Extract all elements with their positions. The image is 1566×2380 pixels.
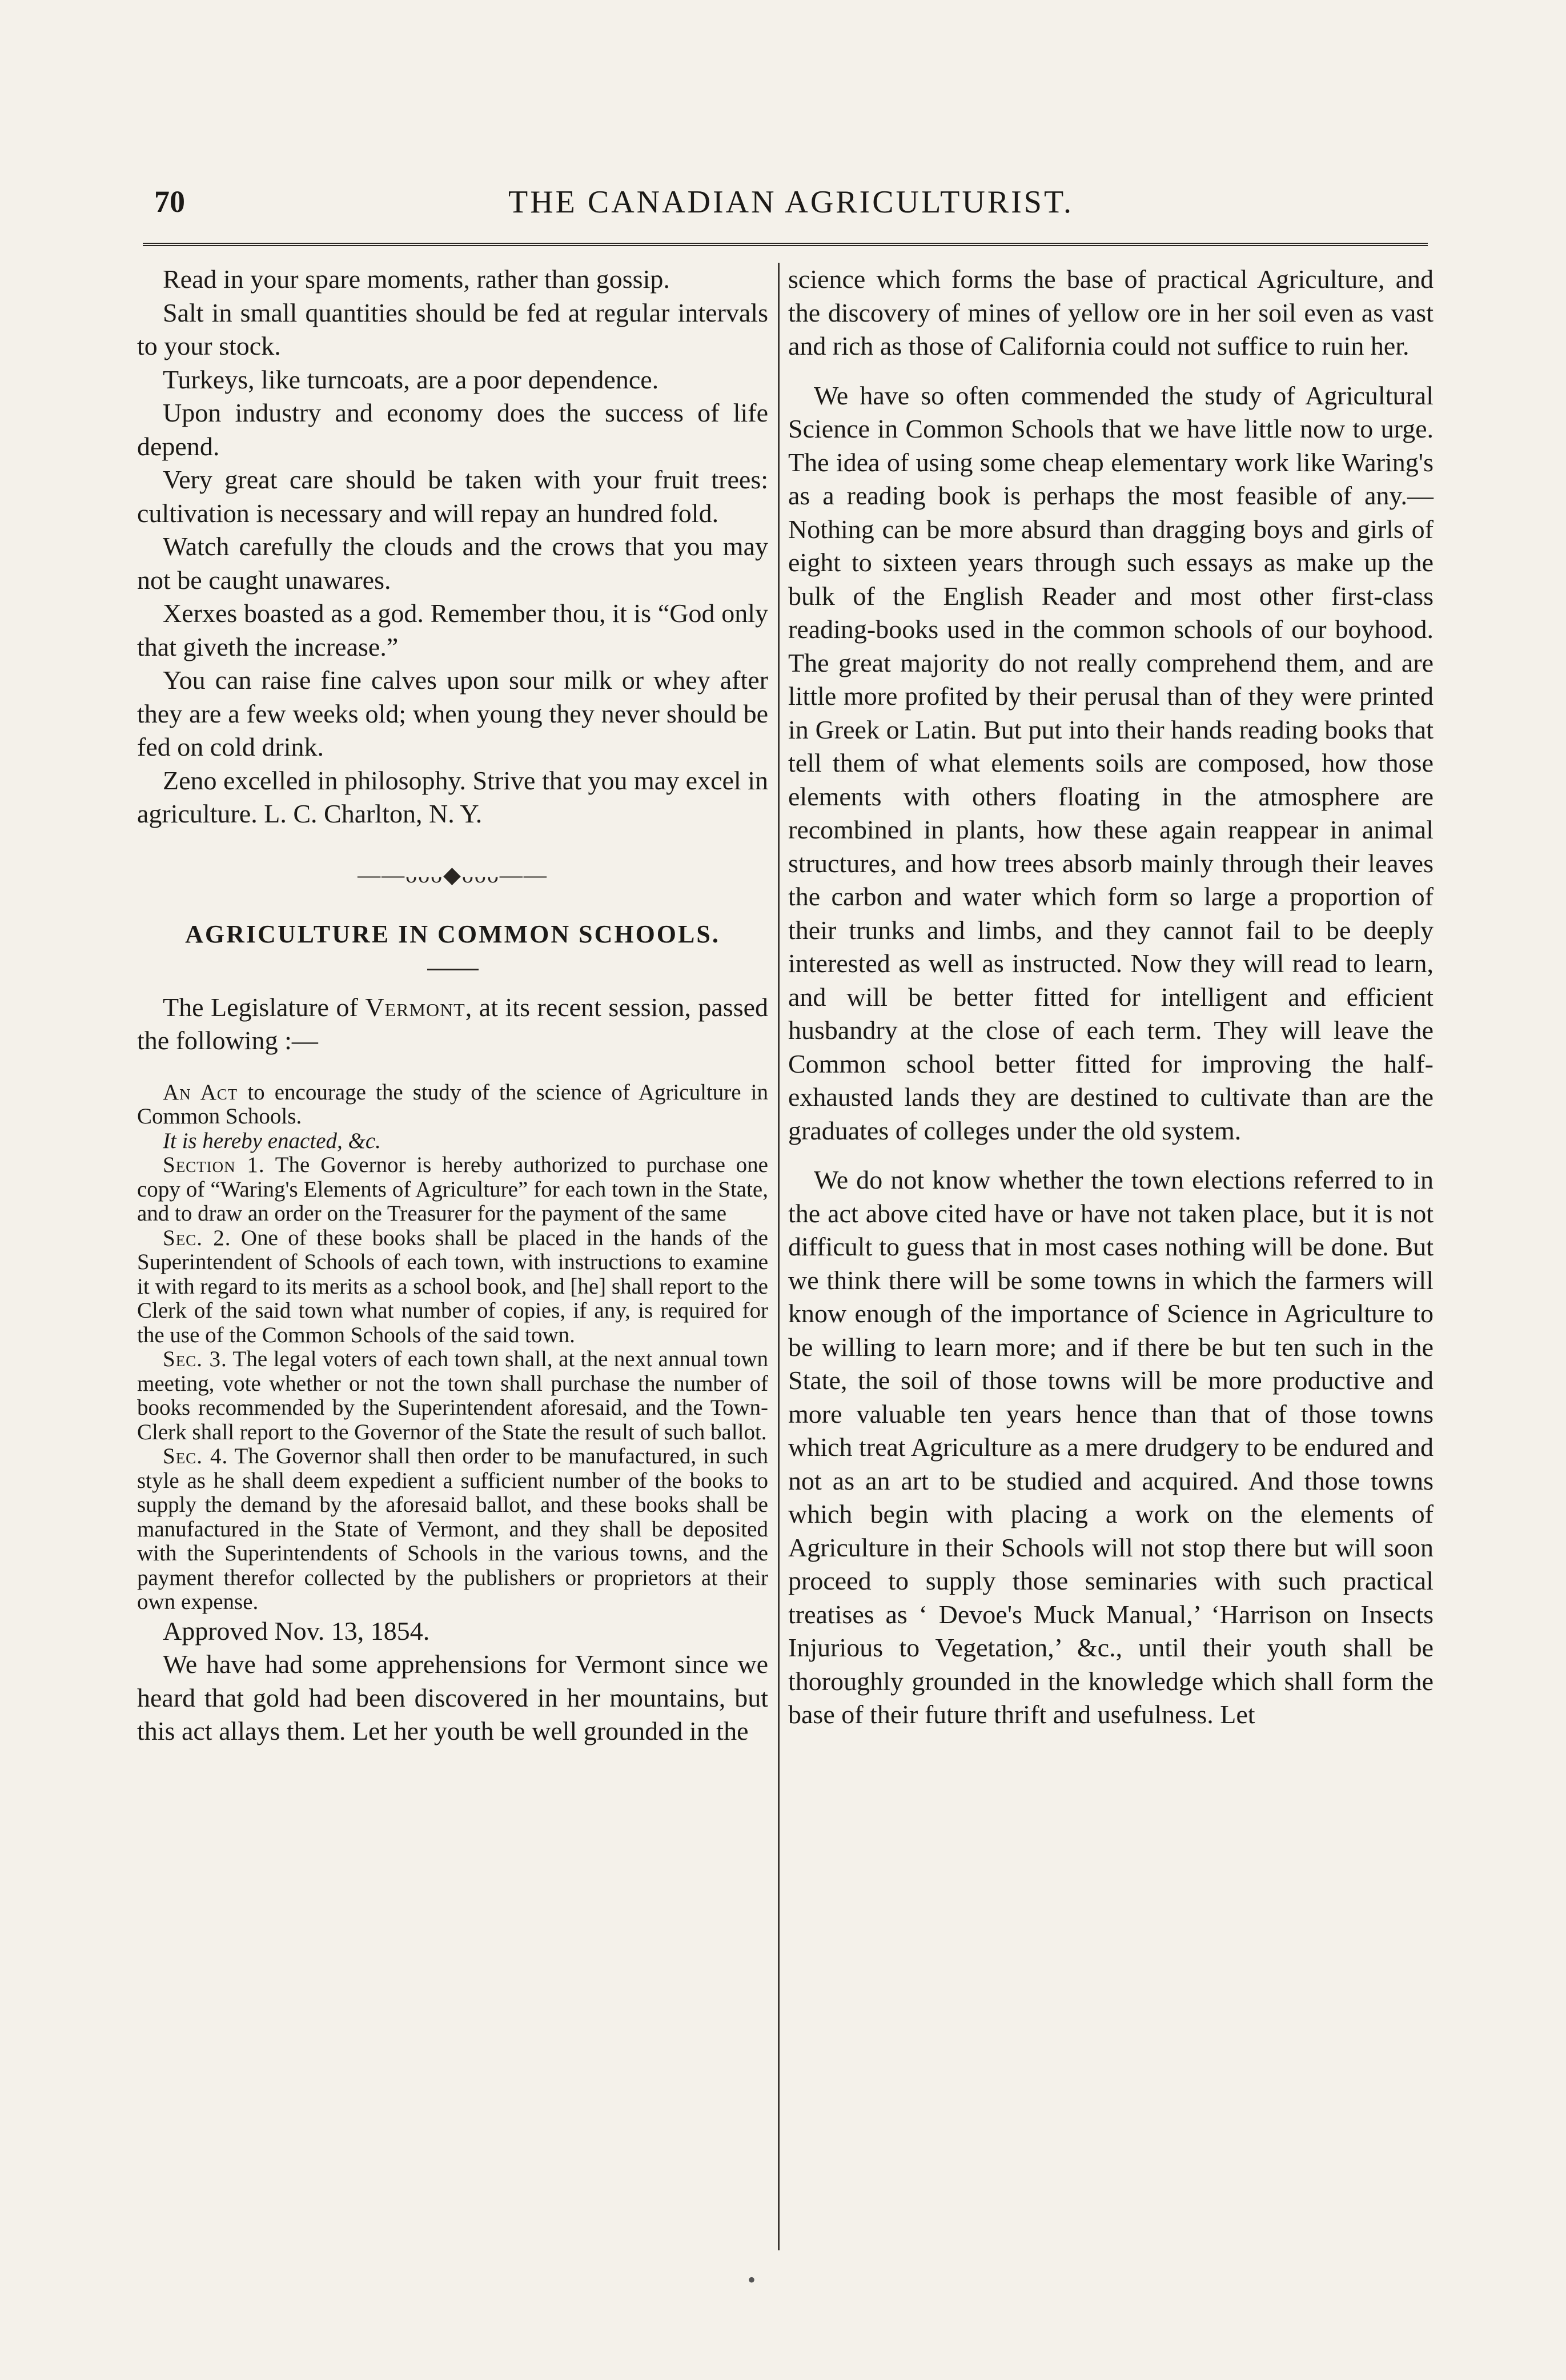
act-title-rest: to encourage the study of the science of Agriculture in Common Schools. <box>137 1079 768 1129</box>
act-text <box>137 1081 768 1615</box>
act-title-prefix: An Act <box>163 1079 238 1105</box>
right-column <box>788 263 1434 1732</box>
paragraph: Read in your spare moments, rather than gossip. <box>163 264 670 294</box>
act-section <box>137 1153 768 1226</box>
paragraph: Xerxes boasted as a god. Remember thou, it is “God only that giveth the increase.” <box>137 599 768 661</box>
footer-mark: • <box>748 2267 756 2293</box>
paragraph: Very great care should be taken with your fruit trees: cultivation is necessary and will repay an hundred fold. <box>137 465 768 528</box>
act-section <box>137 1347 768 1444</box>
section-text: The Governor shall then order to be manufactured, in such style as he shall deem expedient a sufficient number of the books to supply the demand by the aforesaid ballot, and these books shall be manufactured in the State of Vermont, and they shall be deposited with the Superintendents of Schools in the various towns, and the payment therefor collected by the publishers or proprietors at their own expense. <box>137 1444 768 1614</box>
column-divider <box>778 263 780 2250</box>
section-label: Sec. 3. <box>163 1347 227 1371</box>
left-column <box>137 263 768 1748</box>
paragraph: science which forms the base of practical Agriculture, and the discovery of mines of yellow ore in her soil even as vast and rich as those of California could not suffice to ruin her. <box>788 264 1434 360</box>
section-text: The legal voters of each town shall, at the next annual town meeting, vote whether or not the town shall purchase the number of books recommended by the Superintendent aforesaid, and the Town-Clerk shall report to the Governor of the State the result of such ballot. <box>137 1347 768 1444</box>
spacer <box>788 1147 1434 1163</box>
state-name: Vermont <box>365 992 465 1022</box>
paragraph: We do not know whether the town elections referred to in the act above cited have or have not taken place, but it is not difficult to guess that in most cases nothing will be done. But we think there will be some towns in which the farmers will know enough of the importance of Science in Agriculture to be willing to learn more; and if there be but ten such in the State, the soil of those towns will be more productive and more valuable ten years hence than that of those towns which treat Agriculture as a mere drudgery to be endured and not as an art to be studied and acquired. And those towns which begin with placing a work on the elements of Agriculture in their Schools will not stop there but will soon proceed to supply those seminaries with such practical treatises as ‘ Devoe's Muck Manual,’ ‘Harrison on Insects Injurious to Vegetation,’ &c., until their youth shall be thoroughly grounded in the knowledge which shall form the base of their future thrift and usefulness. Let <box>788 1165 1434 1729</box>
section-text: The Governor is hereby authorized to purchase one copy of “Waring's Elements of Agriculture” for each town in the State, and to draw an order on the Treasurer for the payment of the same <box>137 1153 768 1226</box>
paragraph: Salt in small quantities should be fed at regular intervals to your stock. <box>137 298 768 360</box>
short-rule <box>427 969 479 970</box>
header-rule <box>143 243 1428 246</box>
act-section <box>137 1226 768 1348</box>
paragraph: Turkeys, like turncoats, are a poor dependence. <box>163 364 659 394</box>
section-label: Sec. 2. <box>163 1225 231 1250</box>
page-number: 70 <box>154 184 185 219</box>
paragraph: You can raise fine calves upon sour milk or whey after they are a few weeks old; when young they never should be fed on cold drink. <box>137 665 768 761</box>
section-label: Section 1. <box>163 1153 265 1177</box>
section-heading: AGRICULTURE IN COMMON SCHOOLS. <box>185 920 720 948</box>
page-header <box>154 184 1428 235</box>
intro-paragraph <box>137 991 768 1058</box>
spacer <box>788 363 1434 379</box>
section-label: Sec. 4. <box>163 1444 228 1468</box>
intro-text-rest: , at its recent session, passed the following :— <box>137 992 769 1055</box>
spacer <box>137 1058 768 1081</box>
intro-text: The Legislature of <box>163 992 366 1022</box>
closing-paragraph: We have had some apprehensions for Vermont since we heard that gold had been discovered in her mountains, but this act allays them. Let her youth be well grounded in the <box>137 1649 768 1745</box>
section-text: One of these books shall be placed in the hands of the Superintendent of Schools of each town, with instructions to examine it with regard to its merits as a school book, and [he] shall report to the Clerk of the said town what number of copies, if any, is required for the use of the Common Schools of the said town. <box>137 1225 768 1347</box>
paragraph: Upon industry and economy does the success of life depend. <box>137 398 768 461</box>
act-section <box>137 1444 768 1615</box>
act-title <box>137 1081 768 1129</box>
running-title: THE CANADIAN AGRICULTURIST. <box>508 184 1074 220</box>
act-enacted: It is hereby enacted, &c. <box>163 1128 381 1153</box>
paragraph: We have so often commended the study of Agricultural Science in Common Schools that we have little now to urge. The idea of using some cheap elementary work like Waring's as a reading book is perhaps the most feasible of any.— Nothing can be more absurd than dragging boys and girls of eight to sixteen years through such essays as make up the bulk of the English Reader and most other first-class reading-books used in the common schools of our boyhood. The great majority do not really comprehend them, and are little more profited by their perusal than of they were printed in Greek or Latin. But put into their hands reading books that tell them of what elements soils are composed, how those elements with others floating in the atmosphere are recombined in plants, how these again reappear in animal structures, and how trees absorb mainly through their leaves the carbon and water which form so large a proportion of their trunks and limbs, and they cannot fail to be deeply interested as well as instructed. Now they will read to learn, and will be better fitted for intelligent and efficient husbandry at the close of each term. They will leave the Common school better fitted for improving the half-exhausted lands they are destined to cultivate than are the graduates of colleges under the old system. <box>788 380 1434 1145</box>
paragraph: Watch carefully the clouds and the crows that you may not be caught unawares. <box>137 532 768 595</box>
approved-date: Approved Nov. 13, 1854. <box>163 1616 430 1645</box>
ornament-divider: ——ᴗᴗᴗ◆ᴗᴗᴗ—— <box>358 861 548 888</box>
paragraph: Zeno excelled in philosophy. Strive that you may excel in agriculture. L. C. Charlton, N. Y. <box>137 765 768 828</box>
